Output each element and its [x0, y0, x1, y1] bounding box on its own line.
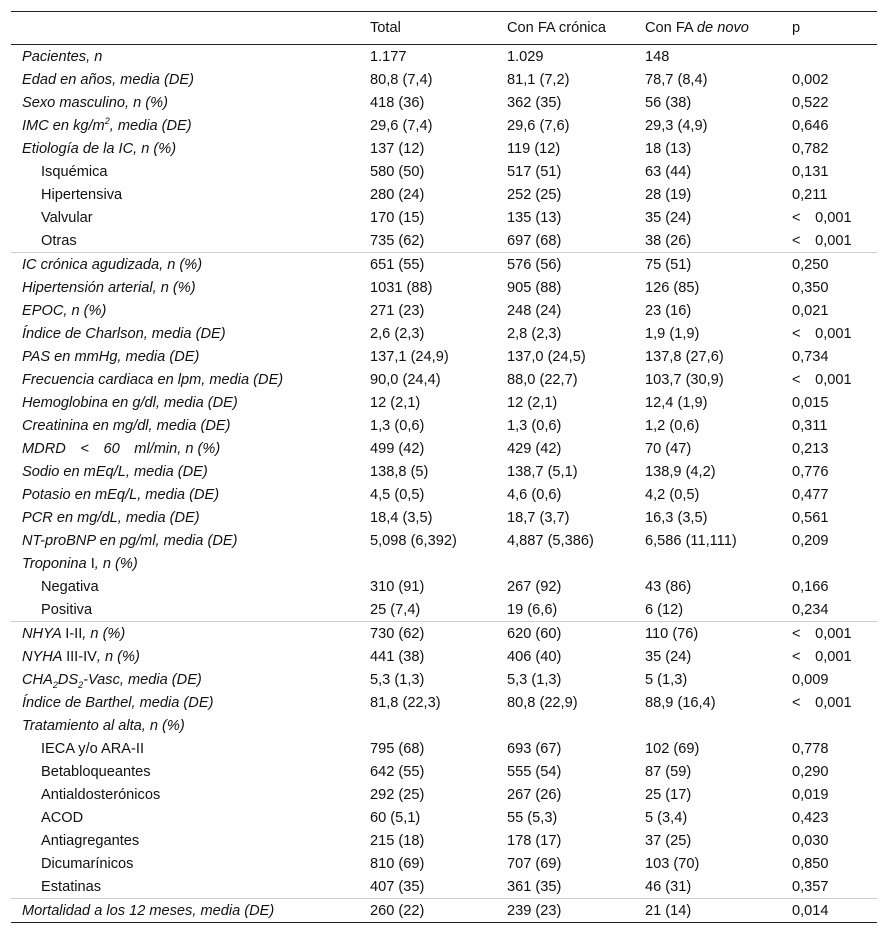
cell-fa-de-novo: 1,2 (0,6) [645, 417, 700, 434]
cell-fa-de-novo: 1,9 (1,9) [645, 325, 700, 342]
table-row [11, 45, 877, 69]
cell-total: 441 (38) [370, 648, 425, 665]
row-label-part: NYHA [22, 648, 67, 665]
row-label: Hipertensiva [41, 186, 123, 203]
row-label-part: IMC en kg/m [22, 117, 105, 134]
table-row [11, 899, 877, 923]
cell-p: 0,014 [792, 899, 877, 923]
row-label: Pacientes, n [22, 48, 103, 65]
table-row [11, 299, 877, 322]
cell-fa-de-novo: 88,9 (16,4) [645, 694, 716, 711]
table-row [11, 322, 877, 345]
cell-fa-cronica: 1.029 [507, 48, 544, 65]
cell-fa-cronica: 361 (35) [507, 878, 562, 895]
header-p: p [792, 20, 801, 36]
cell-total: 170 (15) [370, 209, 425, 226]
row-label: Dicumarínicos [41, 855, 134, 872]
table-row [11, 68, 877, 91]
cell-total: 12 (2,1) [370, 394, 421, 411]
row-label-part: , n (%) [96, 648, 140, 665]
cell-fa-de-novo: 103,7 (30,9) [645, 371, 724, 388]
row-label: Isquémica [41, 163, 108, 180]
cell-p: 0,782 [792, 140, 829, 157]
cell-fa-de-novo: 137,8 (27,6) [645, 348, 724, 365]
cell-fa-cronica: 555 (54) [507, 763, 562, 780]
row-label: Índice de Charlson, media (DE) [22, 325, 226, 342]
cell-fa-cronica: 239 (23) [507, 899, 645, 923]
table-row [11, 760, 877, 783]
row-label-superscript: 2 [104, 115, 110, 126]
table-row [11, 91, 877, 114]
cell-p: < 0,001 [792, 232, 852, 249]
cell-fa-de-novo: 6,586 (11,111) [645, 532, 737, 549]
row-label: Potasio en mEq/L, media (DE) [22, 486, 220, 503]
row-label: PCR en mg/dL, media (DE) [22, 509, 200, 526]
cell-p: 0,311 [792, 417, 828, 434]
row-label: PAS en mmHg, media (DE) [22, 348, 200, 365]
cell-fa-de-novo: 103 (70) [645, 855, 700, 872]
table-header [11, 12, 877, 45]
row-label: NT-proBNP en pg/ml, media (DE) [22, 532, 238, 549]
cell-total: 580 (50) [370, 163, 425, 180]
cell-fa-cronica: 81,1 (7,2) [507, 71, 570, 88]
cell-total: 215 (18) [370, 832, 425, 849]
cell-fa-cronica: 178 (17) [507, 832, 562, 849]
cell-fa-de-novo: 38 (26) [645, 232, 692, 249]
row-label: Etiología de la IC, n (%) [22, 140, 177, 157]
row-label: Positiva [41, 601, 93, 618]
cell-fa-de-novo: 148 [645, 48, 670, 65]
cell-p: 0,646 [792, 117, 829, 134]
cell-p: 0,213 [792, 440, 829, 457]
cell-fa-cronica: 406 (40) [507, 648, 562, 665]
cell-total: 260 (22) [370, 899, 507, 923]
cell-fa-de-novo: 16,3 (3,5) [645, 509, 708, 526]
cell-fa-cronica: 135 (13) [507, 209, 562, 226]
row-label: Negativa [41, 578, 99, 595]
cell-fa-cronica [507, 552, 645, 575]
cell-fa-cronica: 4,6 (0,6) [507, 486, 562, 503]
row-label: IC crónica agudizada, n (%) [11, 253, 370, 277]
table-row [11, 229, 877, 253]
cell-fa-cronica: 252 (25) [507, 186, 562, 203]
table-row [11, 506, 877, 529]
header-fa-de-novo [645, 12, 792, 45]
table-row [11, 737, 877, 760]
table-row [11, 622, 877, 646]
cell-fa-cronica: 5,3 (1,3) [507, 671, 562, 688]
table-container [11, 11, 877, 923]
cell-p [792, 552, 877, 575]
cell-fa-cronica: 137,0 (24,5) [507, 348, 586, 365]
header-row [11, 12, 877, 45]
cell-fa-de-novo: 70 (47) [645, 440, 692, 457]
cell-total: 642 (55) [370, 763, 425, 780]
cell-total: 280 (24) [370, 186, 425, 203]
table-row [11, 414, 877, 437]
cell-total: 60 (5,1) [370, 809, 421, 826]
cell-total: 2,6 (2,3) [370, 325, 425, 342]
row-label: Frecuencia cardiaca en lpm, media (DE) [22, 371, 284, 388]
row-label [11, 622, 370, 646]
cell-total [370, 714, 507, 737]
table-row [11, 483, 877, 506]
cell-p: 0,019 [792, 786, 829, 803]
cell-total: 1031 (88) [370, 279, 433, 296]
cell-fa-de-novo: 5 (1,3) [645, 671, 688, 688]
cell-p: 0,423 [792, 809, 829, 826]
cell-fa-de-novo: 138,9 (4,2) [645, 463, 716, 480]
cell-total: 310 (91) [370, 578, 425, 595]
cell-p: 0,357 [792, 878, 829, 895]
cell-fa-de-novo: 12,4 (1,9) [645, 394, 708, 411]
header-total: Total [370, 20, 401, 36]
cell-p: < 0,001 [792, 694, 852, 711]
cell-fa-de-novo: 25 (17) [645, 786, 692, 803]
cell-p: 0,522 [792, 94, 829, 111]
row-label: Índice de Barthel, media (DE) [22, 694, 214, 711]
table-row [11, 368, 877, 391]
row-label-part: NHYA [22, 625, 66, 642]
cell-p: 0,211 [792, 186, 828, 203]
table-row [11, 137, 877, 160]
cell-fa-cronica: 80,8 (22,9) [507, 694, 578, 711]
table-row [11, 668, 877, 691]
cell-fa-cronica: 267 (92) [507, 578, 562, 595]
cell-fa-de-novo: 75 (51) [645, 253, 792, 277]
header-label-col [11, 12, 370, 45]
cell-total: 137,1 (24,9) [370, 348, 449, 365]
cell-p [792, 714, 877, 737]
cell-fa-de-novo: 37 (25) [645, 832, 692, 849]
cell-p: 0,166 [792, 578, 829, 595]
cell-p: 0,350 [792, 279, 829, 296]
row-label-part: Troponina [22, 555, 91, 572]
cell-p: 0,234 [792, 601, 829, 618]
cell-total: 81,8 (22,3) [370, 694, 441, 711]
cell-total: 795 (68) [370, 740, 425, 757]
cell-total: 5,098 (6,392) [370, 532, 457, 549]
cell-fa-cronica: 55 (5,3) [507, 809, 558, 826]
cell-total: 1,3 (0,6) [370, 417, 425, 434]
row-label: MDRD < 60 ml/min, n (%) [22, 440, 221, 457]
cell-total: 735 (62) [370, 232, 425, 249]
cell-total: 810 (69) [370, 855, 425, 872]
table-row [11, 575, 877, 598]
cell-total: 418 (36) [370, 94, 425, 111]
cell-p: 0,850 [792, 855, 829, 872]
cell-fa-de-novo: 5 (3,4) [645, 809, 688, 826]
cell-total: 499 (42) [370, 440, 425, 457]
cell-total: 80,8 (7,4) [370, 71, 433, 88]
table-row [11, 829, 877, 852]
cell-p [792, 45, 877, 69]
table-body [11, 45, 877, 923]
cell-fa-cronica: 429 (42) [507, 440, 562, 457]
row-label: Betabloqueantes [41, 763, 151, 780]
cell-fa-de-novo [645, 714, 792, 737]
cell-p: 0,734 [792, 348, 829, 365]
cell-fa-cronica: 1,3 (0,6) [507, 417, 562, 434]
table-row [11, 783, 877, 806]
cell-p: < 0,001 [792, 622, 877, 646]
cell-total: 5,3 (1,3) [370, 671, 425, 688]
cell-fa-de-novo: 28 (19) [645, 186, 692, 203]
row-label: Hemoglobina en g/dl, media (DE) [22, 394, 238, 411]
row-label: Antiagregantes [41, 832, 140, 849]
cell-fa-de-novo: 4,2 (0,5) [645, 486, 700, 503]
results-table [11, 11, 877, 923]
row-label [11, 114, 370, 137]
cell-fa-de-novo: 87 (59) [645, 763, 692, 780]
cell-p: 0,477 [792, 486, 829, 503]
cell-fa-cronica: 88,0 (22,7) [507, 371, 578, 388]
row-label: Mortalidad a los 12 meses, media (DE) [11, 899, 370, 923]
cell-fa-de-novo: 63 (44) [645, 163, 692, 180]
cell-total: 18,4 (3,5) [370, 509, 433, 526]
cell-total: 25 (7,4) [370, 601, 421, 618]
cell-total: 1.177 [370, 48, 407, 65]
cell-fa-cronica: 248 (24) [507, 302, 562, 319]
cell-fa-cronica: 19 (6,6) [507, 601, 558, 618]
cell-fa-cronica: 905 (88) [507, 279, 562, 296]
cell-p: 0,002 [792, 71, 829, 88]
row-label: Otras [41, 232, 77, 249]
row-label-part: CHA [22, 671, 53, 688]
table-row [11, 598, 877, 622]
table-row [11, 645, 877, 668]
cell-fa-de-novo: 29,3 (4,9) [645, 117, 708, 134]
cell-fa-de-novo: 35 (24) [645, 209, 692, 226]
cell-fa-de-novo: 21 (14) [645, 899, 792, 923]
row-label: Sexo masculino, n (%) [22, 94, 168, 111]
row-label: IECA y/o ARA-II [41, 740, 145, 757]
row-label-part: DS [57, 671, 79, 688]
cell-total: 651 (55) [370, 253, 507, 277]
cell-fa-cronica: 138,7 (5,1) [507, 463, 578, 480]
cell-p: 0,131 [792, 163, 829, 180]
table-row [11, 391, 877, 414]
cell-total: 137 (12) [370, 140, 425, 157]
cell-p: < 0,001 [792, 371, 852, 388]
cell-fa-cronica: 693 (67) [507, 740, 562, 757]
row-label [11, 552, 370, 575]
row-label: Tratamiento al alta, n (%) [22, 717, 185, 734]
table-row [11, 437, 877, 460]
cell-fa-cronica: 576 (56) [507, 253, 645, 277]
cell-fa-cronica: 119 (12) [507, 140, 561, 157]
cell-fa-de-novo: 126 (85) [645, 279, 700, 296]
cell-fa-de-novo: 110 (76) [645, 622, 792, 646]
cell-fa-cronica: 18,7 (3,7) [507, 509, 570, 526]
header-fa-italic: de novo [696, 20, 749, 36]
header-fa-cronica: Con FA crónica [507, 20, 606, 36]
cell-p: 0,561 [792, 509, 829, 526]
row-label-part: , media (DE) [109, 117, 192, 134]
cell-total: 138,8 (5) [370, 463, 429, 480]
cell-fa-de-novo [645, 552, 792, 575]
table-row [11, 345, 877, 368]
table-row [11, 552, 877, 575]
cell-p: < 0,001 [792, 325, 852, 342]
cell-fa-cronica: 2,8 (2,3) [507, 325, 562, 342]
table-row [11, 806, 877, 829]
cell-fa-cronica: 620 (60) [507, 622, 645, 646]
cell-fa-de-novo: 56 (38) [645, 94, 692, 111]
row-label-part: III-IV [66, 648, 97, 665]
row-label: Creatinina en mg/dl, media (DE) [22, 417, 231, 434]
cell-p: 0,009 [792, 671, 829, 688]
cell-fa-cronica: 12 (2,1) [507, 394, 558, 411]
cell-total: 29,6 (7,4) [370, 117, 433, 134]
table-row [11, 276, 877, 299]
table-row [11, 460, 877, 483]
cell-fa-de-novo: 23 (16) [645, 302, 692, 319]
table-row [11, 253, 877, 277]
cell-fa-de-novo: 18 (13) [645, 140, 692, 157]
cell-p: 0,778 [792, 740, 829, 757]
cell-fa-cronica [507, 714, 645, 737]
cell-fa-de-novo: 35 (24) [645, 648, 692, 665]
cell-fa-de-novo: 6 (12) [645, 601, 684, 618]
cell-fa-cronica: 4,887 (5,386) [507, 532, 594, 549]
cell-total: 4,5 (0,5) [370, 486, 425, 503]
cell-p: 0,290 [792, 763, 829, 780]
cell-total [370, 552, 507, 575]
row-label: Antialdosterónicos [41, 786, 161, 803]
cell-p: < 0,001 [792, 209, 852, 226]
row-label [11, 668, 370, 691]
table-row [11, 160, 877, 183]
row-label-subscript: 2 [52, 679, 58, 690]
row-label: Hipertensión arterial, n (%) [22, 279, 196, 296]
table-row [11, 206, 877, 229]
row-label: Estatinas [41, 878, 102, 895]
table-row [11, 875, 877, 899]
row-label: EPOC, n (%) [22, 302, 107, 319]
cell-p: 0,776 [792, 463, 829, 480]
row-label: Edad en años, media (DE) [22, 71, 194, 88]
cell-p: 0,250 [792, 253, 877, 277]
table-row [11, 852, 877, 875]
cell-fa-de-novo: 46 (31) [645, 878, 692, 895]
row-label-subscript: 2 [78, 679, 84, 690]
row-label-part: , n (%) [82, 625, 126, 642]
cell-p: 0,015 [792, 394, 829, 411]
cell-fa-cronica: 697 (68) [507, 232, 562, 249]
cell-fa-de-novo: 43 (86) [645, 578, 692, 595]
row-label-part: I-II [65, 625, 83, 642]
row-label [11, 645, 370, 668]
table-row [11, 714, 877, 737]
cell-p: 0,209 [792, 532, 829, 549]
cell-fa-cronica: 707 (69) [507, 855, 562, 872]
cell-fa-cronica: 362 (35) [507, 94, 562, 111]
cell-total: 407 (35) [370, 878, 425, 895]
cell-p: 0,030 [792, 832, 829, 849]
row-label: ACOD [41, 809, 84, 826]
cell-total: 292 (25) [370, 786, 425, 803]
cell-total: 271 (23) [370, 302, 425, 319]
table-row [11, 691, 877, 714]
table-row [11, 183, 877, 206]
row-label: Sodio en mEq/L, media (DE) [22, 463, 208, 480]
cell-p: < 0,001 [792, 648, 852, 665]
row-label-part: , n (%) [94, 555, 138, 572]
cell-p: 0,021 [792, 302, 829, 319]
cell-fa-de-novo: 102 (69) [645, 740, 700, 757]
table-row [11, 529, 877, 552]
cell-total: 730 (62) [370, 622, 507, 646]
cell-fa-de-novo: 78,7 (8,4) [645, 71, 708, 88]
cell-fa-cronica: 267 (26) [507, 786, 562, 803]
row-label-part: I [90, 555, 95, 572]
row-label-part: -Vasc, media (DE) [83, 671, 202, 688]
cell-fa-cronica: 517 (51) [507, 163, 562, 180]
cell-total: 90,0 (24,4) [370, 371, 441, 388]
cell-fa-cronica: 29,6 (7,6) [507, 117, 570, 134]
table-row [11, 114, 877, 137]
header-fa-plain: Con FA [645, 20, 697, 36]
row-label: Valvular [41, 209, 93, 226]
